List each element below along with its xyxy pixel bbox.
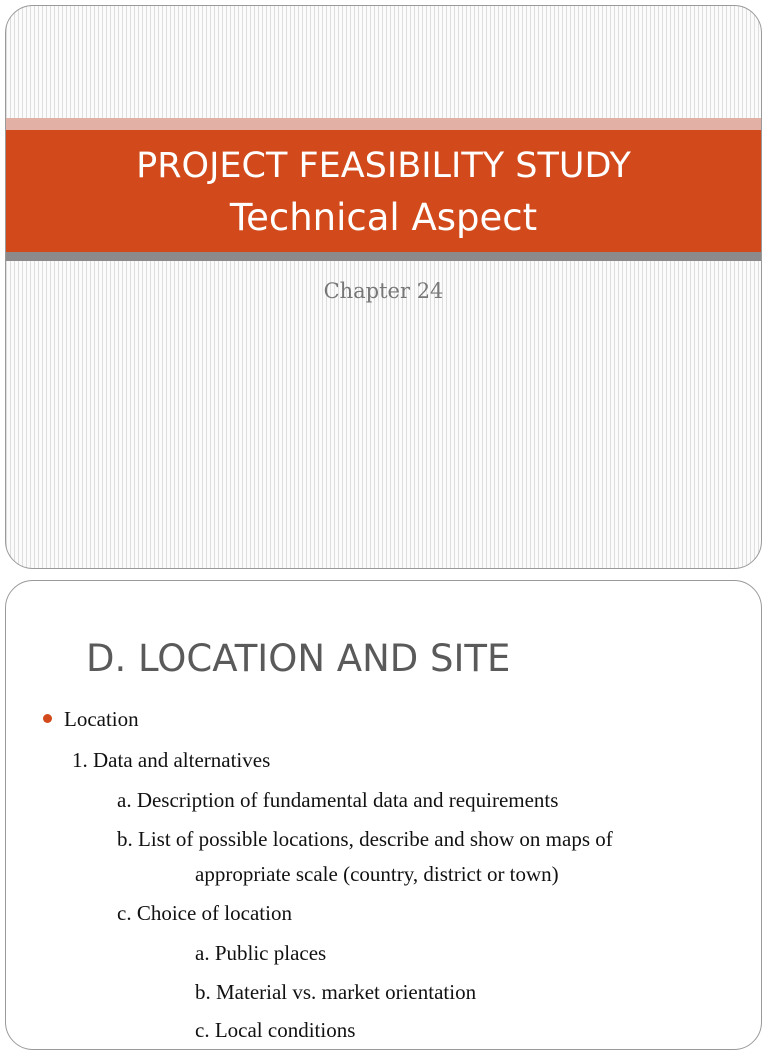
list-item-choice-of-location: c. Choice of location bbox=[117, 901, 292, 925]
title-band-accent-top bbox=[6, 118, 761, 130]
list-item-local-conditions: c. Local conditions bbox=[195, 1018, 356, 1042]
bullet-dot-icon bbox=[43, 714, 52, 723]
title-band bbox=[6, 130, 761, 252]
title-band-accent-bottom bbox=[6, 252, 761, 261]
list-item-public-places: a. Public places bbox=[195, 941, 327, 965]
slide-subtitle: Chapter 24 bbox=[323, 279, 444, 303]
list-item-possible-locations: b. List of possible locations, describe and show on maps of bbox=[117, 827, 613, 851]
bullet-item-location: Location bbox=[64, 707, 139, 731]
slide-title-line-1: PROJECT FEASIBILITY STUDY bbox=[136, 146, 631, 186]
content-slide bbox=[5, 580, 762, 1050]
list-item-data-alternatives: 1. Data and alternatives bbox=[72, 748, 271, 772]
slide-title-line-2: Technical Aspect bbox=[229, 196, 538, 239]
list-item-possible-locations-cont: appropriate scale (country, district or town) bbox=[195, 862, 559, 886]
title-slide bbox=[5, 5, 762, 569]
list-item-material-market: b. Material vs. market orientation bbox=[195, 980, 477, 1004]
list-item-fundamental-data: a. Description of fundamental data and requirements bbox=[117, 788, 559, 812]
content-heading: D. LOCATION AND SITE bbox=[86, 637, 511, 680]
